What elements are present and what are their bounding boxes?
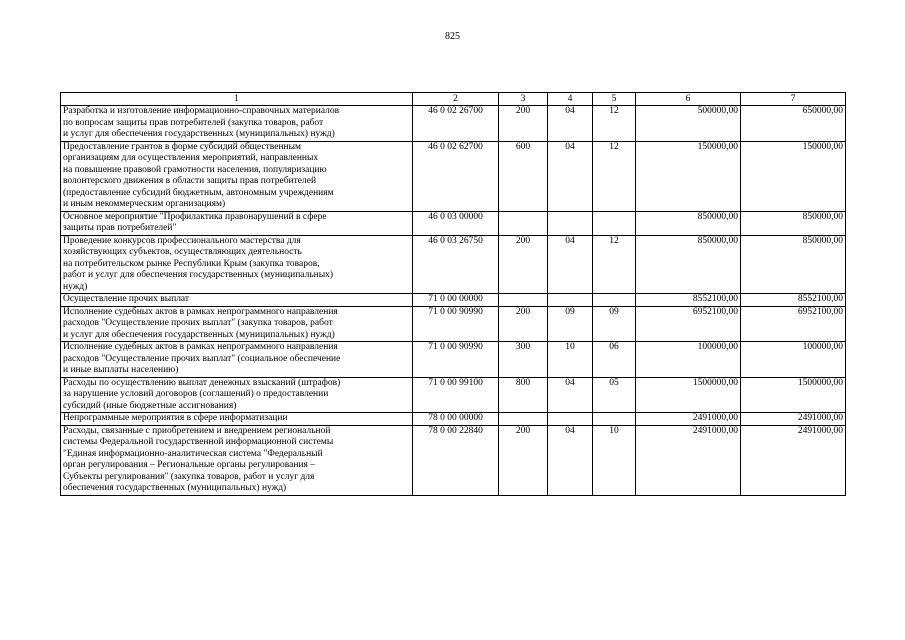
row-expense-type [499, 413, 548, 426]
table-body [61, 106, 846, 496]
row-expense-type: 200 [499, 306, 548, 342]
row-amount-col6: 500000,00 [636, 106, 741, 142]
header-row [61, 93, 846, 106]
row-subsection [593, 294, 636, 307]
table-row [61, 106, 846, 142]
row-code: 46 0 02 26700 [413, 106, 499, 142]
description-line: орган регулирования – Региональные органы регулирования – [63, 460, 316, 470]
row-amount-col7: 2491000,00 [741, 413, 846, 426]
row-code: 46 0 02 62700 [413, 141, 499, 211]
description-line: работ и услуг для обеспечения государственных (муниципальных) [63, 270, 334, 280]
description-line: Исполнение судебных актов в рамках непрограммного направления [63, 306, 338, 317]
row-section: 04 [548, 141, 593, 211]
row-code: 71 0 00 90990 [413, 342, 499, 378]
row-section: 10 [548, 342, 593, 378]
description-line: (предоставление субсидий бюджетным, автономным учреждениям [63, 187, 334, 198]
row-amount-col7: 150000,00 [741, 141, 846, 211]
row-description [61, 141, 413, 211]
row-subsection: 05 [593, 377, 636, 413]
row-description [61, 106, 413, 142]
row-description [61, 425, 413, 495]
description-line: за нарушение условий договоров (соглашений) о предоставлении [63, 389, 329, 399]
row-expense-type: 600 [499, 141, 548, 211]
header-cell-3: 3 [499, 93, 548, 106]
row-description [61, 342, 413, 378]
row-section: 04 [548, 235, 593, 294]
row-amount-col6: 150000,00 [636, 141, 741, 211]
description-line: на потребительском рынке Республики Крым (закупка товаров, [63, 258, 320, 269]
row-description [61, 413, 413, 426]
row-description [61, 235, 413, 294]
row-subsection [593, 211, 636, 235]
row-section: 04 [548, 106, 593, 142]
row-section [548, 211, 593, 235]
header-cell-7: 7 [741, 93, 846, 106]
description-line: Исполнение судебных актов в рамках непрограммного направления [63, 342, 338, 352]
page-number: 825 [445, 31, 460, 42]
row-expense-type: 200 [499, 106, 548, 142]
table-row [61, 425, 846, 495]
description-line: Основное мероприятие "Профилактика правонарушений в сфере [63, 211, 327, 222]
row-code: 46 0 03 00000 [413, 211, 499, 235]
table-row [61, 294, 846, 307]
description-line: нужд) [63, 281, 88, 292]
row-amount-col7: 100000,00 [741, 342, 846, 378]
table-row [61, 342, 846, 378]
description-line: "Единая информационно-аналитическая система "Федеральный [63, 448, 323, 459]
row-section: 04 [548, 425, 593, 495]
header-cell-1: 1 [61, 93, 413, 106]
row-code: 71 0 00 00000 [413, 294, 499, 307]
description-line: Предоставление грантов в форме субсидий общественным [63, 141, 302, 152]
description-line: и иным некоммерческим организациям) [63, 199, 226, 209]
row-expense-type: 200 [499, 425, 548, 495]
row-section [548, 413, 593, 426]
table-row [61, 413, 846, 426]
row-section [548, 294, 593, 307]
description-line: защиты прав потребителей" [63, 223, 177, 233]
description-line: расходов "Осуществление прочих выплат" (закупка товаров, работ [63, 318, 333, 328]
description-line: расходов "Осуществление прочих выплат" (социальное обеспечение [63, 353, 341, 364]
row-expense-type [499, 211, 548, 235]
row-amount-col6: 1500000,00 [636, 377, 741, 413]
row-code: 71 0 00 90990 [413, 306, 499, 342]
row-subsection: 12 [593, 141, 636, 211]
description-line: волонтерского движения в области защиты прав потребителей [63, 176, 317, 186]
description-line: Проведение конкурсов профессионального мастерства для [63, 235, 301, 246]
row-subsection: 12 [593, 106, 636, 142]
row-section: 09 [548, 306, 593, 342]
description-line: Расходы, связанные с приобретением и внедрением региональной [63, 425, 331, 436]
row-amount-col7: 650000,00 [741, 106, 846, 142]
row-description [61, 377, 413, 413]
row-amount-col6: 850000,00 [636, 211, 741, 235]
row-amount-col7: 6952100,00 [741, 306, 846, 342]
row-description [61, 306, 413, 342]
description-line: Расходы по осуществлению выплат денежных взысканий (штрафов) [63, 377, 341, 388]
row-subsection: 09 [593, 306, 636, 342]
description-line: Субъекты регулирования" (закупка товаров, работ и услуг для [63, 471, 315, 482]
description-line: по вопросам защиты прав потребителей (закупка товаров, работ [63, 117, 324, 128]
description-line: и иные выплаты населению) [63, 365, 179, 375]
table-row [61, 211, 846, 235]
header-cell-6: 6 [636, 93, 741, 106]
row-amount-col6: 8552100,00 [636, 294, 741, 307]
row-subsection: 12 [593, 235, 636, 294]
row-code: 46 0 03 26750 [413, 235, 499, 294]
row-amount-col7: 850000,00 [741, 235, 846, 294]
row-description [61, 294, 413, 307]
description-line: на повышение правовой грамотности населения, популяризацию [63, 164, 327, 175]
row-amount-col6: 100000,00 [636, 342, 741, 378]
row-amount-col6: 2491000,00 [636, 425, 741, 495]
description-line: Разработка и изготовление информационно-справочных материалов [63, 106, 340, 116]
row-subsection: 10 [593, 425, 636, 495]
row-code: 78 0 00 22840 [413, 425, 499, 495]
row-amount-col6: 850000,00 [636, 235, 741, 294]
row-amount-col7: 2491000,00 [741, 425, 846, 495]
description-line: и услуг для обеспечения государственных (муниципальных) нужд) [63, 329, 335, 340]
row-amount-col7: 850000,00 [741, 211, 846, 235]
budget-table [60, 92, 846, 496]
row-expense-type [499, 294, 548, 307]
row-subsection: 06 [593, 342, 636, 378]
row-code: 78 0 00 00000 [413, 413, 499, 426]
row-amount-col6: 2491000,00 [636, 413, 741, 426]
table-row [61, 377, 846, 413]
description-line: организациям для осуществления мероприятий, направленных [63, 153, 319, 163]
header-cell-4: 4 [548, 93, 593, 106]
description-line: хозяйствующих субъектов, осуществляющих деятельность [63, 247, 302, 257]
row-section: 04 [548, 377, 593, 413]
row-description [61, 211, 413, 235]
header-cell-5: 5 [593, 93, 636, 106]
description-line: системы Федеральной государственной информационной системы [63, 437, 334, 447]
row-amount-col6: 6952100,00 [636, 306, 741, 342]
row-expense-type: 300 [499, 342, 548, 378]
row-amount-col7: 1500000,00 [741, 377, 846, 413]
row-amount-col7: 8552100,00 [741, 294, 846, 307]
row-code: 71 0 00 99100 [413, 377, 499, 413]
table-row [61, 141, 846, 211]
row-expense-type: 800 [499, 377, 548, 413]
header-cell-2: 2 [413, 93, 499, 106]
description-line: и услуг для обеспечения государственных (муниципальных) нужд) [63, 129, 335, 139]
description-line: Осуществление прочих выплат [63, 294, 190, 304]
row-subsection [593, 413, 636, 426]
row-expense-type: 200 [499, 235, 548, 294]
table-row [61, 235, 846, 294]
description-line: обеспечения государственных (муниципальных) нужд) [63, 483, 287, 493]
table-row [61, 306, 846, 342]
description-line: субсидий (иные бюджетные ассигнования) [63, 400, 237, 411]
description-line: Непрограммные мероприятия в сфере информатизации [63, 413, 288, 423]
